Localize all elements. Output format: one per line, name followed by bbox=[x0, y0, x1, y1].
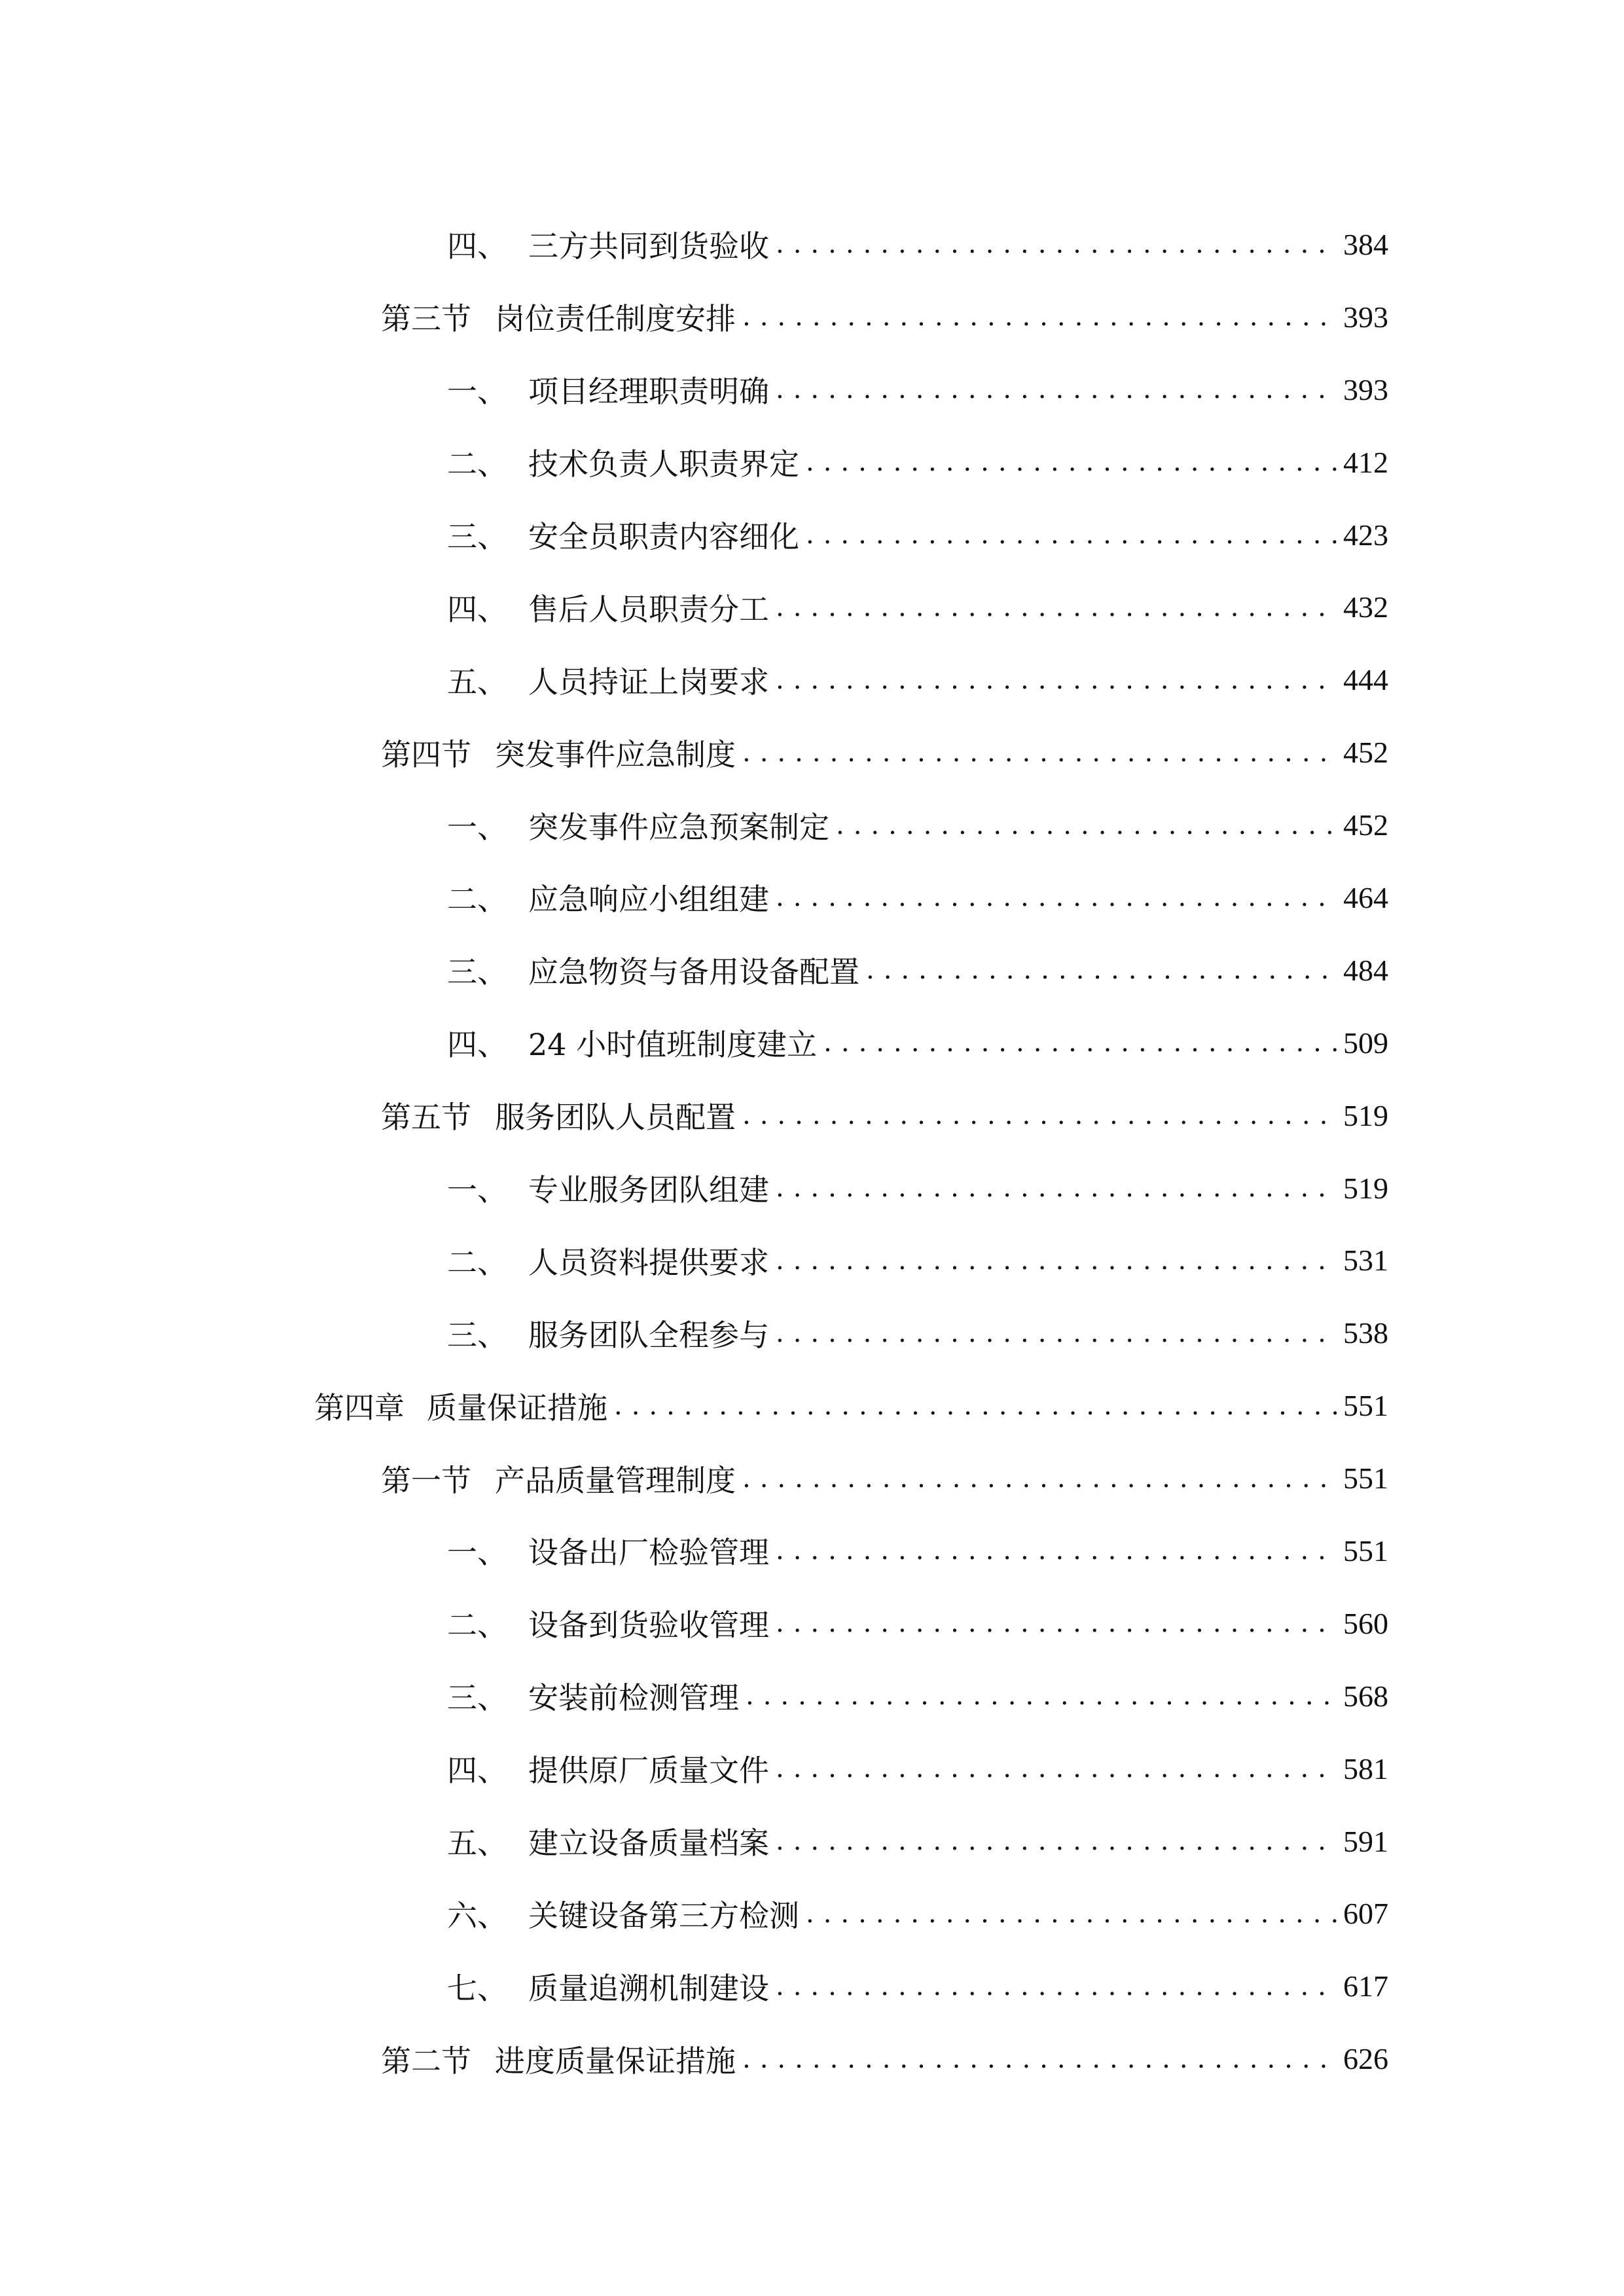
toc-entry-title: 服务团队全程参与 bbox=[528, 1317, 769, 1353]
toc-entry-number: 四、 bbox=[447, 591, 507, 627]
table-of-contents bbox=[0, 208, 1624, 2095]
dot-leader bbox=[836, 810, 1337, 840]
toc-entry-number: 第一节 bbox=[381, 1462, 471, 1498]
toc-entry-page: 432 bbox=[1343, 590, 1388, 624]
dot-leader bbox=[742, 2044, 1337, 2074]
toc-entry-title: 安全员职责内容细化 bbox=[528, 519, 799, 554]
toc-entry-number: 四、 bbox=[447, 1753, 507, 1789]
toc-entry-title: 质量追溯机制建设 bbox=[528, 1970, 769, 2006]
toc-entry-title: 建立设备质量档案 bbox=[528, 1825, 769, 1861]
dot-leader bbox=[742, 1463, 1337, 1494]
toc-entry[interactable] bbox=[0, 1152, 1624, 1225]
toc-entry-page: 551 bbox=[1343, 1389, 1388, 1423]
toc-entry-page: 551 bbox=[1343, 1534, 1388, 1568]
toc-entry-number: 第二节 bbox=[381, 2043, 471, 2079]
toc-entry-number: 一、 bbox=[447, 809, 507, 845]
toc-entry[interactable] bbox=[0, 1515, 1624, 1587]
toc-entry-number: 第三节 bbox=[381, 301, 471, 337]
toc-entry-page: 452 bbox=[1343, 736, 1388, 770]
toc-entry-page: 568 bbox=[1343, 1679, 1388, 1713]
toc-entry-number: 三、 bbox=[447, 519, 507, 554]
toc-entry-title: 专业服务团队组建 bbox=[528, 1172, 769, 1208]
toc-entry-page: 626 bbox=[1343, 2042, 1388, 2076]
dot-leader bbox=[614, 1391, 1337, 1421]
toc-entry-number: 二、 bbox=[447, 446, 507, 482]
toc-entry-title: 三方共同到货验收 bbox=[528, 228, 769, 264]
dot-leader bbox=[776, 882, 1337, 912]
toc-entry[interactable] bbox=[0, 1079, 1624, 1152]
toc-entry-title: 岗位责任制度安排 bbox=[495, 301, 736, 337]
toc-entry-number: 五、 bbox=[447, 1825, 507, 1861]
toc-entry-title: 售后人员职责分工 bbox=[528, 591, 769, 627]
toc-entry-number: 四、 bbox=[447, 1027, 507, 1063]
toc-entry[interactable] bbox=[0, 716, 1624, 789]
toc-entry-title: 突发事件应急制度 bbox=[495, 736, 736, 772]
toc-entry[interactable] bbox=[0, 353, 1624, 426]
toc-entry-title: 人员资料提供要求 bbox=[528, 1244, 769, 1280]
dot-leader bbox=[746, 1681, 1337, 1711]
toc-entry-page: 393 bbox=[1343, 300, 1388, 334]
dot-leader bbox=[776, 665, 1337, 695]
toc-entry-title: 设备出厂检验管理 bbox=[528, 1535, 769, 1571]
toc-entry-page: 464 bbox=[1343, 880, 1388, 914]
toc-entry-number: 三、 bbox=[447, 1317, 507, 1353]
toc-entry[interactable] bbox=[0, 571, 1624, 643]
toc-entry[interactable] bbox=[0, 789, 1624, 861]
dot-leader bbox=[776, 1246, 1337, 1276]
toc-entry-title: 提供原厂质量文件 bbox=[528, 1753, 769, 1789]
toc-entry[interactable] bbox=[0, 1877, 1624, 1950]
toc-entry-number: 二、 bbox=[447, 882, 507, 918]
toc-entry-page: 531 bbox=[1343, 1244, 1388, 1278]
toc-entry[interactable] bbox=[0, 499, 1624, 571]
dot-leader bbox=[866, 955, 1337, 985]
toc-entry[interactable] bbox=[0, 1805, 1624, 1878]
toc-entry-page: 551 bbox=[1343, 1462, 1388, 1496]
toc-entry-page: 617 bbox=[1343, 1969, 1388, 2003]
toc-entry-number: 三、 bbox=[447, 954, 507, 990]
toc-entry-title: 应急物资与备用设备配置 bbox=[528, 954, 859, 990]
dot-leader bbox=[776, 1173, 1337, 1203]
toc-entry[interactable] bbox=[0, 1442, 1624, 1515]
toc-entry[interactable] bbox=[0, 1007, 1624, 1079]
toc-entry-title: 人员持证上岗要求 bbox=[528, 664, 769, 700]
toc-entry-page: 560 bbox=[1343, 1606, 1388, 1640]
dot-leader bbox=[776, 1971, 1337, 2001]
dot-leader bbox=[806, 520, 1337, 550]
toc-entry-title: 产品质量管理制度 bbox=[495, 1462, 736, 1498]
toc-entry[interactable] bbox=[0, 1297, 1624, 1369]
toc-entry-number: 一、 bbox=[447, 1172, 507, 1208]
toc-entry-page: 581 bbox=[1343, 1751, 1388, 1785]
toc-entry-number: 二、 bbox=[447, 1244, 507, 1280]
toc-entry-page: 393 bbox=[1343, 372, 1388, 406]
toc-entry-number: 一、 bbox=[447, 1535, 507, 1571]
toc-entry-page: 538 bbox=[1343, 1316, 1388, 1350]
toc-entry[interactable] bbox=[0, 643, 1624, 716]
dot-leader bbox=[742, 302, 1337, 332]
toc-entry-title: 进度质量保证措施 bbox=[495, 2043, 736, 2079]
toc-entry-number: 四、 bbox=[447, 228, 507, 264]
toc-entry-page: 384 bbox=[1343, 227, 1388, 261]
dot-leader bbox=[776, 592, 1337, 622]
toc-entry-title: 关键设备第三方检测 bbox=[528, 1897, 799, 1933]
toc-entry[interactable] bbox=[0, 1950, 1624, 2022]
toc-entry-page: 607 bbox=[1343, 1897, 1388, 1931]
dot-leader bbox=[823, 1028, 1337, 1058]
toc-entry-number: 三、 bbox=[447, 1680, 507, 1716]
dot-leader bbox=[806, 447, 1337, 477]
dot-leader bbox=[776, 1826, 1337, 1856]
toc-entry[interactable] bbox=[0, 934, 1624, 1007]
toc-entry-page: 423 bbox=[1343, 518, 1388, 552]
toc-entry-number: 五、 bbox=[447, 664, 507, 700]
toc-entry[interactable] bbox=[0, 1224, 1624, 1297]
toc-entry-title: 突发事件应急预案制定 bbox=[528, 809, 829, 845]
toc-entry[interactable] bbox=[0, 281, 1624, 353]
dot-leader bbox=[776, 229, 1337, 259]
toc-entry-title: 安装前检测管理 bbox=[528, 1680, 739, 1716]
toc-entry-title: 应急响应小组组建 bbox=[528, 882, 769, 918]
toc-entry-page: 484 bbox=[1343, 953, 1388, 987]
toc-entry[interactable] bbox=[0, 861, 1624, 934]
toc-entry-page: 591 bbox=[1343, 1824, 1388, 1858]
toc-entry-number: 二、 bbox=[447, 1607, 507, 1643]
toc-entry-title: 项目经理职责明确 bbox=[528, 374, 769, 410]
toc-entry-number: 六、 bbox=[447, 1897, 507, 1933]
toc-entry-number: 第四节 bbox=[381, 736, 471, 772]
toc-entry-page: 519 bbox=[1343, 1171, 1388, 1205]
dot-leader bbox=[776, 1535, 1337, 1566]
dot-leader bbox=[806, 1899, 1337, 1929]
toc-entry-page: 412 bbox=[1343, 445, 1388, 479]
toc-entry-page: 444 bbox=[1343, 663, 1388, 697]
dot-leader bbox=[776, 1608, 1337, 1638]
toc-entry-page: 519 bbox=[1343, 1098, 1388, 1132]
toc-entry-number: 第四章 bbox=[314, 1390, 405, 1426]
dot-leader bbox=[742, 1100, 1337, 1130]
toc-entry[interactable] bbox=[0, 1660, 1624, 1732]
toc-entry-title: 24 小时值班制度建立 bbox=[528, 1027, 818, 1063]
toc-entry[interactable] bbox=[0, 426, 1624, 499]
toc-entry-number: 一、 bbox=[447, 374, 507, 410]
toc-entry[interactable] bbox=[0, 208, 1624, 281]
toc-entry-number: 七、 bbox=[447, 1970, 507, 2006]
dot-leader bbox=[742, 738, 1337, 768]
toc-entry[interactable] bbox=[0, 2022, 1624, 2095]
toc-entry-page: 452 bbox=[1343, 808, 1388, 842]
dot-leader bbox=[776, 374, 1337, 404]
toc-entry-number: 第五节 bbox=[381, 1100, 471, 1136]
dot-leader bbox=[776, 1753, 1337, 1784]
dot-leader bbox=[776, 1318, 1337, 1348]
toc-entry-title: 技术负责人职责界定 bbox=[528, 446, 799, 482]
toc-entry[interactable] bbox=[0, 1587, 1624, 1660]
toc-entry-title: 设备到货验收管理 bbox=[528, 1607, 769, 1643]
toc-entry[interactable] bbox=[0, 1369, 1624, 1442]
toc-entry[interactable] bbox=[0, 1732, 1624, 1805]
toc-entry-page: 509 bbox=[1343, 1026, 1388, 1060]
toc-entry-title: 服务团队人员配置 bbox=[495, 1100, 736, 1136]
toc-entry-title: 质量保证措施 bbox=[427, 1390, 607, 1426]
